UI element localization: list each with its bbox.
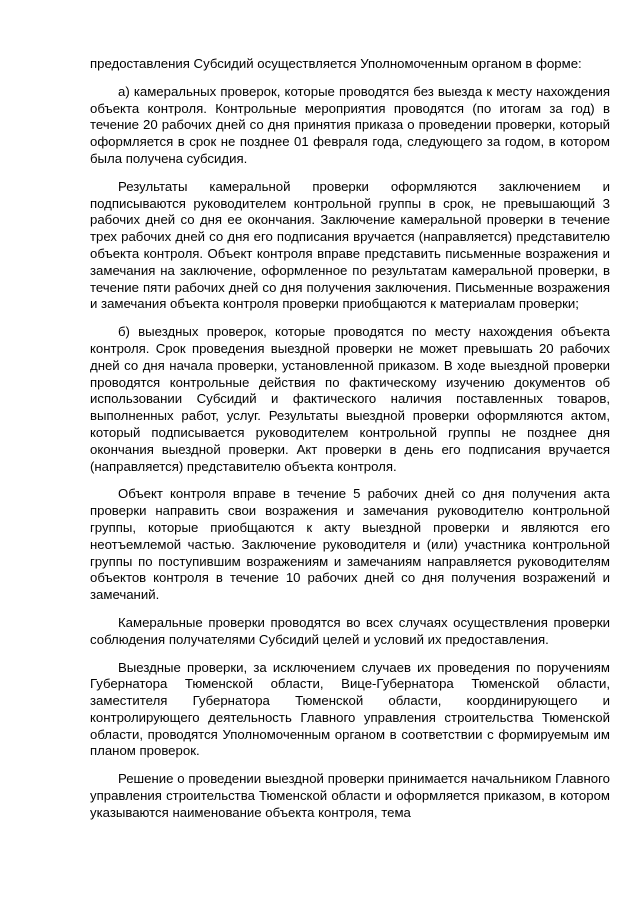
document-page [90,56,610,833]
paragraph-field-audit-plan: Выездные проверки, за исключением случаев их проведения по поручениям Губернатора Тюменской области, Вице-Губернатора Тюменской области, заместителя Губернатора Тюменской области, координирующего и контролирующего деятельность Главного управления строительства Тюменской области, проводятся Уполномоченным органом в соответствии с формируемым им планом проверок. [90,659,610,759]
paragraph-desk-audit-scope: Камеральные проверки проводятся во всех случаях осуществления проверки соблюдения получателями Субсидий целей и условий их предоставления. [90,614,610,647]
paragraph-desk-audit-results: Результаты камеральной проверки оформляются заключением и подписываются руководителем контрольной группы в срок, не превышающий 3 рабочих дней со дня ее окончания. Заключение камеральной проверки в течение трех рабочих дней со дня его подписания вручается (направляется) представителю объекта контроля. Объект контроля вправе представить письменные возражения и замечания на заключение, оформленное по результатам камеральной проверки, в течение пяти рабочих дней со дня получения заключения. Письменные возражения и замечания объекта контроля проверки приобщаются к материалам проверки; [90,178,610,312]
paragraph-desk-audits: а) камеральных проверок, которые проводятся без выезда к месту нахождения объекта контроля. Контрольные мероприятия проводятся (по итогам за год) в течение 20 рабочих дней со дня принятия приказа о проведении проверки, который оформляется в срок не позднее 01 февраля года, следующего за годом, в котором была получена субсидия. [90,83,610,166]
paragraph-field-audits: б) выездных проверок, которые проводятся по месту нахождения объекта контроля. Срок проведения выездной проверки не может превышать 20 рабочих дней со дня начала проверки, установленной приказом. В ходе выездной проверки проводятся контрольные действия по фактическому изучению документов об использовании Субсидий и фактического наличия поставленных товаров, выполненных работ, услуг. Результаты выездной проверки оформляются актом, который подписывается руководителем контрольной группы не позднее дня окончания выездной проверки. Акт проверки в день его подписания вручается (направляется) представителю объекта контроля. [90,324,610,474]
paragraph-field-audit-decision: Решение о проведении выездной проверки принимается начальником Главного управления строительства Тюменской области и оформляется приказом, в котором указываются наименование объекта контроля, тема [90,771,610,820]
paragraph-form-intro: предоставления Субсидий осуществляется Уполномоченным органом в форме: [90,56,582,71]
paragraph-objections: Объект контроля вправе в течение 5 рабочих дней со дня получения акта проверки направить свои возражения и замечания руководителю контрольной группы, которые приобщаются к акту выездной проверки и являются его неотъемлемой частью. Заключение руководителя и (или) участника контрольной группы по поступившим возражениям и замечаниям направляется руководителям объектов контроля в течение 10 рабочих дней со дня получения возражений и замечаний. [90,486,610,603]
